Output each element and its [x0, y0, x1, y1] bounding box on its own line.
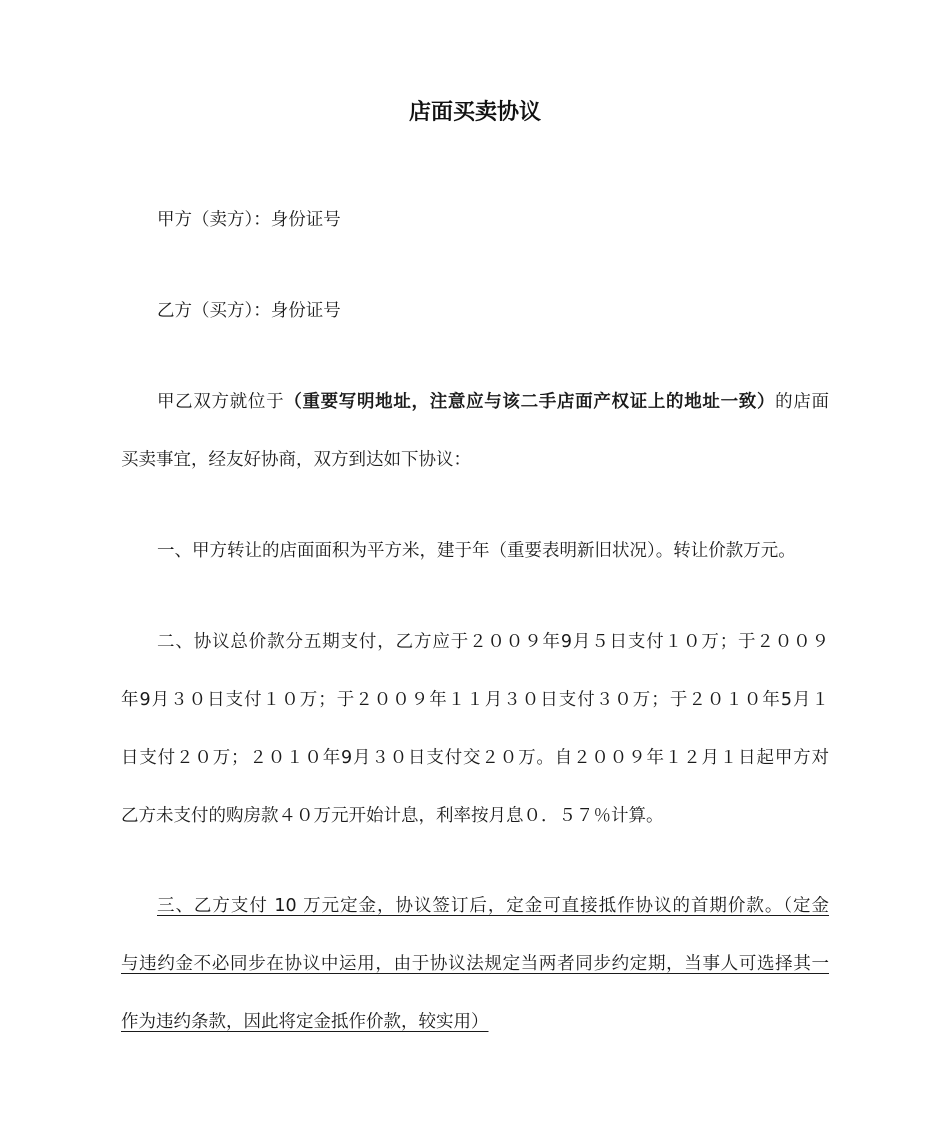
intro-prefix: 甲乙双方就位于 — [157, 392, 285, 412]
clause-2-line-3: 日支付２０万；２０１０年9月３０日支付交２０万。自２００９年１２月１日起甲方对 — [121, 748, 829, 768]
party-a-line: 甲方（卖方）：身份证号 — [157, 210, 341, 230]
intro-paragraph-line-2: 买卖事宜，经友好协商，双方到达如下协议： — [121, 450, 471, 470]
clause-2-line-4: 乙方未支付的购房款４０万元开始计息，利率按月息０．５７％计算。 — [121, 806, 664, 826]
document-title: 店面买卖协议 — [408, 100, 541, 125]
clause-3-line-3 — [121, 1009, 829, 1035]
intro-suffix: 的店面 — [775, 392, 830, 412]
clause-3-line-1: 三、乙方支付 10 万元定金，协议签订后，定金可直接抵作协议的首期价款。（定金 — [157, 896, 829, 916]
party-b-line: 乙方（买方）：身份证号 — [157, 301, 341, 321]
clause-2-line-2: 年9月３０日支付１０万；于２００９年１１月３０日支付３０万；于２０１０年5月１ — [121, 690, 829, 710]
intro-bold-note: （重要写明地址，注意应与该二手店面产权证上的地址一致） — [284, 392, 776, 412]
intro-paragraph-line-1 — [157, 389, 829, 415]
clause-3-line-2: 与违约金不必同步在协议中运用，由于协议法规定当两者同步约定期，当事人可选择其一 — [121, 954, 829, 974]
clause-2-line-1: 二、协议总价款分五期支付，乙方应于２００９年9月５日支付１０万；于２００９ — [157, 632, 829, 652]
clause-3-line-3-text: 作为违约条款，因此将定金抵作价款，较实用） — [121, 1012, 489, 1032]
clause-1: 一、甲方转让的店面面积为平方米，建于年（重要表明新旧状况）。转让价款万元。 — [157, 541, 796, 561]
